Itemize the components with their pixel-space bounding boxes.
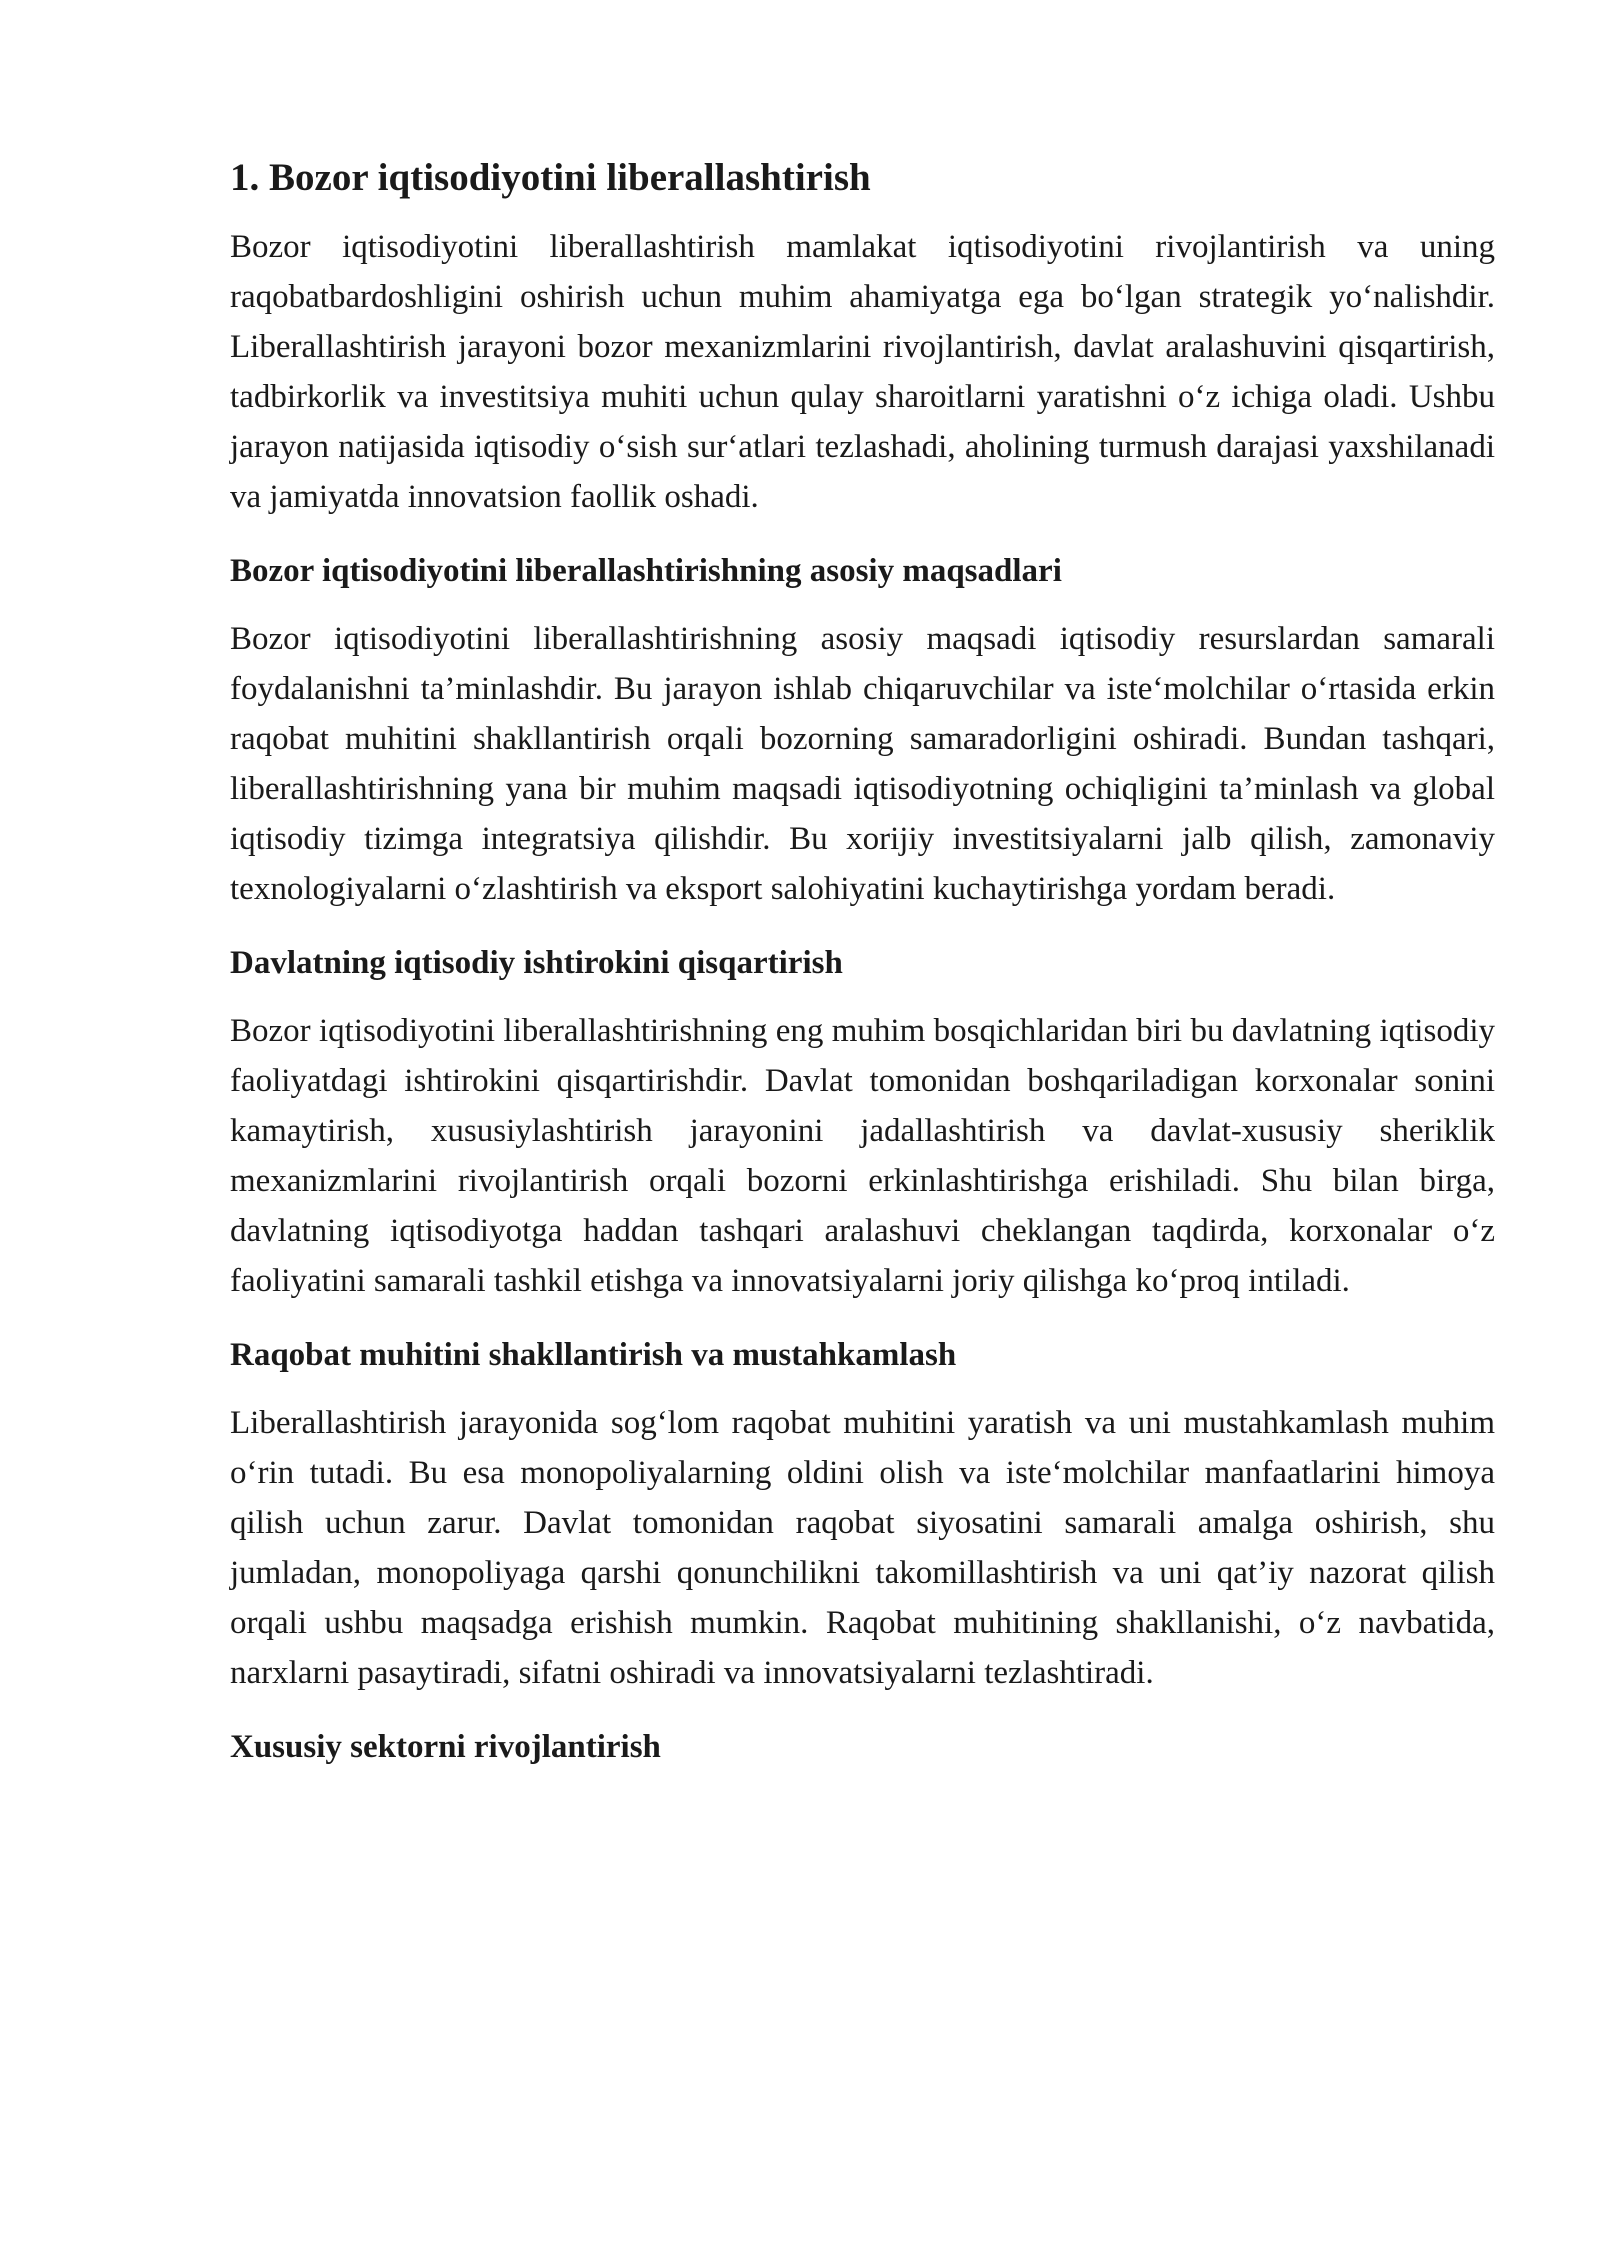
intro-paragraph: Bozor iqtisodiyotini liberallashtirish mamlakat iqtisodiyotini rivojlantirish va uning raqobatbardoshligini oshirish uchun muhim ahamiyatga ega bo‘lgan strategik yo‘nalishdir. Liberallashtirish jarayoni bozor mexanizmlarini rivojlantirish, davlat aralashuvini qisqartirish, tadbirkorlik va investitsiya muhiti uchun qulay sharoitlarni yaratishni o‘z ichiga oladi. Ushbu jarayon natijasida iqtisodiy o‘sish sur‘atlari tezlashadi, aholining turmush darajasi yaxshilanadi va jamiyatda innovatsion faollik oshadi. [230, 229, 1495, 515]
section-paragraph-competition: Liberallashtirish jarayonida sog‘lom raqobat muhitini yaratish va uni mustahkamlash muhim o‘rin tutadi. Bu esa monopoliyalarning oldini olish va iste‘molchilar manfaatlarini himoya qilish uchun zarur. Davlat tomonidan raqobat siyosatini samarali amalga oshirish, shu jumladan, monopoliyaga qarshi qonunchilikni takomillashtirish va uni qat’iy nazorat qilish orqali ushbu maqsadga erishish mumkin. Raqobat muhitining shakllanishi, o‘z navbatida, narxlarni pasaytiradi, sifatni oshiradi va innovatsiyalarni tezlashtiradi. [230, 1405, 1495, 1691]
document-title: 1. Bozor iqtisodiyotini liberallashtirish [230, 156, 871, 199]
section-heading-private-sector: Xususiy sektorni rivojlantirish [230, 1729, 661, 1765]
section-heading-state-role: Davlatning iqtisodiy ishtirokini qisqartirish [230, 945, 843, 981]
section-paragraph-goals: Bozor iqtisodiyotini liberallashtirishning asosiy maqsadi iqtisodiy resurslardan samarali foydalanishni ta’minlashdir. Bu jarayon ishlab chiqaruvchilar va iste‘molchilar o‘rtasida erkin raqobat muhitini shakllantirish orqali bozorning samaradorligini oshiradi. Bundan tashqari, liberallashtirishning yana bir muhim maqsadi iqtisodiyotning ochiqligini ta’minlash va global iqtisodiy tizimga integratsiya qilishdir. Bu xorijiy investitsiyalarni jalb qilish, zamonaviy texnologiyalarni o‘zlashtirish va eksport salohiyatini kuchaytirishga yordam beradi. [230, 621, 1495, 907]
section-paragraph-state-role: Bozor iqtisodiyotini liberallashtirishning eng muhim bosqichlaridan biri bu davlatning iqtisodiy faoliyatdagi ishtirokini qisqartirishdir. Davlat tomonidan boshqariladigan korxonalar sonini kamaytirish, xususiylashtirish jarayonini jadallashtirish va davlat-xususiy sheriklik mexanizmlarini rivojlantirish orqali bozorni erkinlashtirishga erishiladi. Shu bilan birga, davlatning iqtisodiyotga haddan tashqari aralashuvi cheklangan taqdirda, korxonalar o‘z faoliyatini samarali tashkil etishga va innovatsiyalarni joriy qilishga ko‘proq intiladi. [230, 1013, 1495, 1299]
section-heading-competition: Raqobat muhitini shakllantirish va mustahkamlash [230, 1337, 957, 1373]
document-page [230, 150, 1495, 1790]
section-heading-goals: Bozor iqtisodiyotini liberallashtirishning asosiy maqsadlari [230, 553, 1062, 589]
